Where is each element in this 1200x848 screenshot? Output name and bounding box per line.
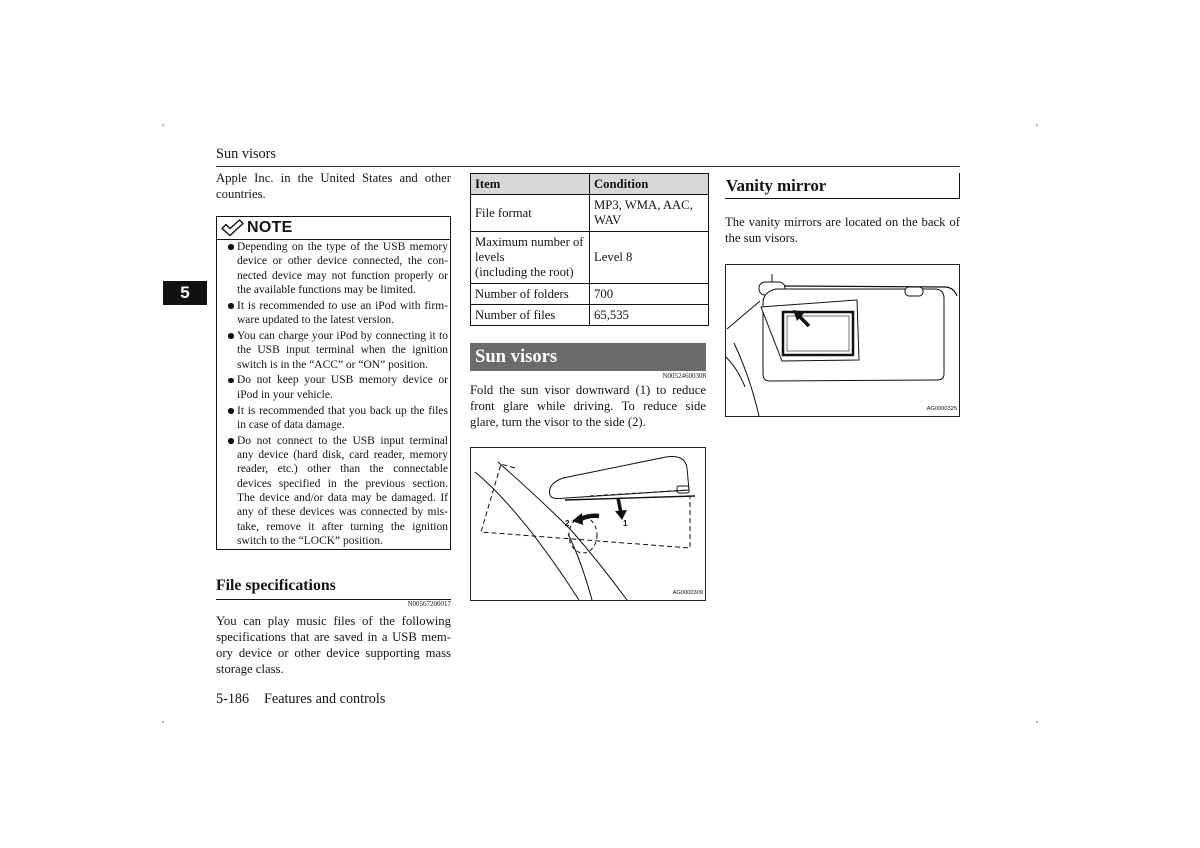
note-bullet-item (217, 404, 450, 433)
crop-mark (162, 721, 164, 723)
bullet-dot-icon (228, 303, 234, 309)
note-header (217, 217, 450, 240)
note-bullet-list (217, 240, 450, 548)
figure-code: AG0000309 (672, 590, 703, 596)
table-cell-item (471, 284, 590, 305)
table-header-row (471, 174, 709, 195)
file-specifications-line: storage class. (216, 662, 284, 676)
intro-paragraph (216, 170, 451, 202)
figure-code: AG0000325 (926, 406, 957, 412)
note-box (216, 216, 451, 550)
vanity-mirror-figure (725, 264, 960, 417)
sun-visor-figure (470, 447, 706, 601)
sun-visors-heading: Sun visors (475, 346, 558, 367)
note-bullet-text (237, 329, 448, 372)
table-cell-condition (590, 195, 709, 232)
note-bullet-line: any of these devices was connected by mis- (237, 506, 448, 519)
note-check-icon (220, 219, 244, 237)
callout-1: 1 (623, 519, 628, 528)
note-bullet-line: in case of data damage. (237, 418, 345, 431)
table-row (471, 284, 709, 305)
note-bullet-item (217, 434, 450, 549)
mirror (783, 312, 853, 355)
note-bullet-line: Do not connect to the USB input terminal (237, 434, 448, 447)
vanity-mirror-line: the sun visors. (725, 231, 798, 245)
chapter-tab: 5 (163, 281, 207, 305)
vanity-mirror-illustration (726, 265, 959, 416)
section-code: N00524600308 (662, 372, 706, 380)
file-spec-table (470, 173, 709, 326)
note-bullet-line: It is recommended to use an iPod with firm- (237, 299, 448, 312)
bullet-dot-icon (228, 438, 234, 444)
note-bullet-line: the available functions may be limited. (237, 283, 416, 296)
intro-line: Apple Inc. in the United States and other (216, 171, 451, 185)
note-bullet-line: device or other device connected, the con- (237, 255, 448, 268)
note-bullet-item (217, 240, 450, 297)
note-bullet-line: devices specified in the previous section. (237, 477, 448, 490)
table-cell-line: File format (475, 205, 532, 220)
vanity-mirror-line: The vanity mirrors are located on the back of (725, 215, 960, 229)
table-cell-line: Number of files (475, 307, 556, 322)
page-number: 5-186 (216, 691, 250, 707)
footer-section-title: Features and controls (264, 691, 386, 707)
table-header-cell: Item (471, 174, 590, 195)
table-cell-line: 65,535 (594, 307, 629, 322)
note-bullet-line: You can charge your iPod by connecting it to (237, 329, 448, 342)
file-specifications-line: specifications that are saved in a USB mem- (216, 630, 451, 644)
crop-mark (162, 124, 164, 126)
sun-visors-paragraph (470, 382, 706, 430)
note-bullet-line: reader, etc.) other than the connectable (237, 463, 448, 476)
table-cell-condition (590, 232, 709, 284)
crop-mark (1036, 124, 1038, 126)
intro-line: countries. (216, 187, 266, 201)
bullet-dot-icon (228, 333, 234, 339)
note-bullet-text (237, 404, 448, 433)
table-cell-line: MP3, WMA, AAC, (594, 198, 693, 212)
table-cell-condition (590, 284, 709, 305)
sun-visors-line: front glare while driving. To reduce side (470, 399, 706, 413)
table-cell-line: Number of folders (475, 286, 569, 301)
table-row (471, 232, 709, 284)
running-header: Sun visors (216, 146, 276, 162)
note-bullet-line: take, remove it after turning the ignition (237, 520, 448, 533)
table-cell-line: Level 8 (594, 250, 633, 264)
table-cell-condition (590, 305, 709, 326)
hinge-highlight (569, 517, 597, 553)
crop-mark (1036, 721, 1038, 723)
arrow-down-icon (615, 498, 627, 520)
table-body (471, 195, 709, 326)
note-bullet-line: Depending on the type of the USB memory (237, 241, 448, 253)
sun-visors-section-bar (470, 343, 706, 371)
table-cell-line: (including the root) (475, 265, 574, 279)
note-bullet-line: The device and/or data may be damaged. If (237, 492, 448, 505)
file-specifications-line: ory device or other device supporting mass (216, 646, 451, 660)
table-row (471, 195, 709, 232)
note-bullet-line: any device (hard disk, card reader, memory (237, 449, 448, 462)
note-bullet-line: ware updated to the latest version. (237, 314, 395, 327)
bullet-dot-icon (228, 408, 234, 414)
visor (550, 456, 695, 500)
visor-clip (905, 287, 923, 296)
table-cell-item (471, 305, 590, 326)
note-bullet-text (237, 299, 448, 328)
table-header-cell: Condition (590, 174, 709, 195)
bullet-dot-icon (228, 244, 234, 250)
note-label: NOTE (247, 219, 293, 236)
bullet-dot-icon (228, 378, 234, 384)
file-specifications-line: You can play music files of the following (216, 614, 451, 628)
note-bullet-item (217, 299, 450, 328)
arrow-left-icon (572, 513, 599, 525)
note-bullet-line: iPod in your vehicle. (237, 388, 333, 401)
sun-visor-illustration (471, 448, 705, 600)
table-cell-line: levels (475, 250, 505, 264)
vanity-mirror-heading: Vanity mirror (725, 173, 960, 199)
table-cell-item (471, 232, 590, 284)
pillar-lines (726, 301, 760, 416)
file-specifications-heading: File specifications (216, 577, 336, 594)
note-bullet-text (237, 240, 448, 297)
table-cell-line: 700 (594, 286, 614, 301)
note-bullet-line: It is recommended that you back up the files (237, 404, 448, 417)
callout-2: 2 (565, 519, 570, 528)
vanity-mirror-paragraph (725, 214, 960, 246)
header-rule (216, 166, 960, 167)
sun-visors-line: glare, turn the visor to the side (2). (470, 415, 646, 429)
table-cell-line: WAV (594, 213, 622, 227)
note-bullet-item (217, 373, 450, 402)
note-bullet-line: nected device may not function properly or (237, 269, 448, 282)
section-code: N00567200017 (407, 600, 451, 608)
note-bullet-line: switch is in the “ACC” or “ON” position. (237, 358, 429, 371)
table-cell-line: Maximum number of (475, 235, 584, 249)
note-bullet-text (237, 434, 448, 549)
file-specifications-paragraph (216, 613, 451, 677)
table-cell-item (471, 195, 590, 232)
table-head (471, 174, 709, 195)
note-bullet-line: switch to the “LOCK” position. (237, 535, 383, 548)
sun-visors-line: Fold the sun visor downward (1) to reduce (470, 383, 706, 397)
note-bullet-text (237, 373, 448, 402)
note-bullet-item (217, 329, 450, 372)
note-bullet-line: the USB input terminal when the ignition (237, 344, 448, 357)
note-bullet-line: Do not keep your USB memory device or (237, 374, 448, 387)
table-row (471, 305, 709, 326)
